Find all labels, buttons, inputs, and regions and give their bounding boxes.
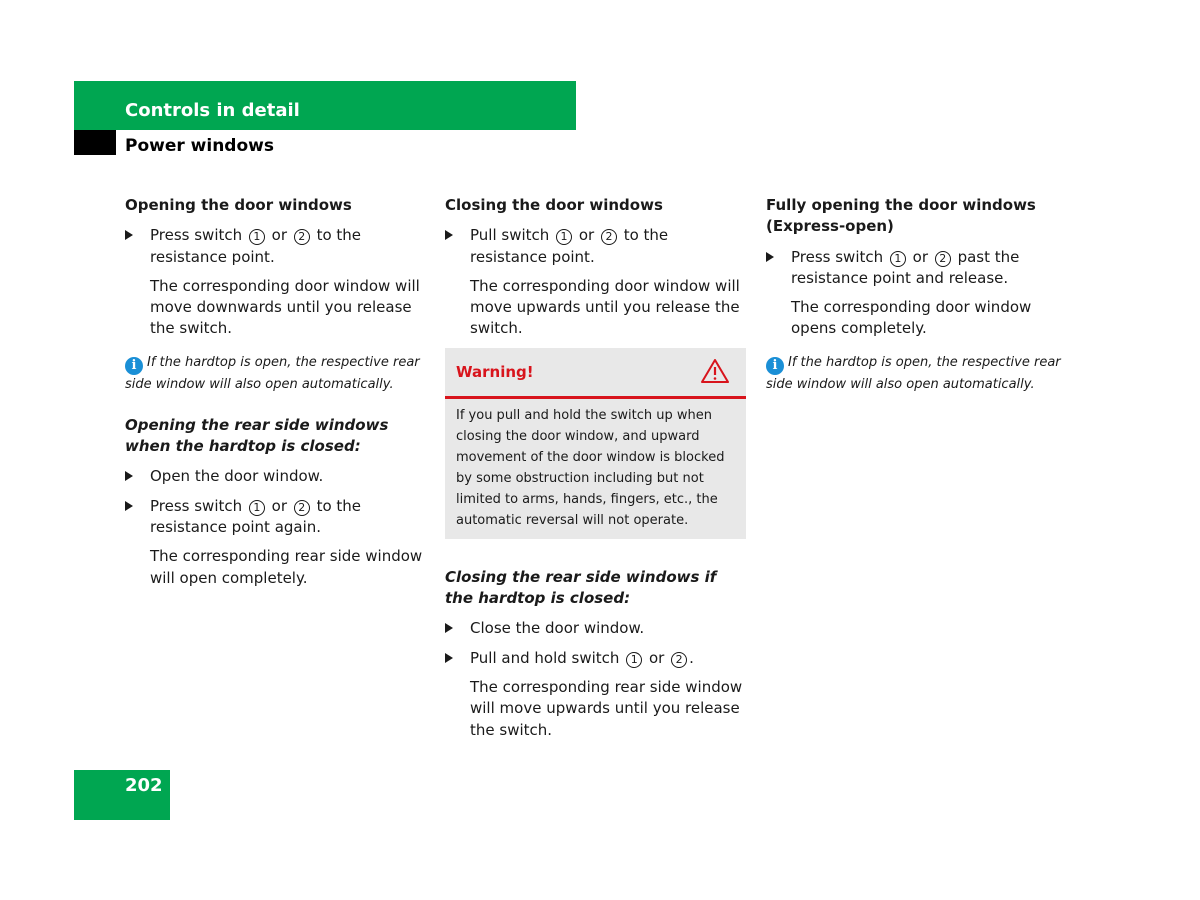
- warning-text: If you pull and hold the switch up when closing the door window, and upward movement of the door window is blocked by some obstruction including but not limited to arms, hands, fingers, etc., the automatic reversal will not operate.: [456, 407, 725, 528]
- instruction-result: The corresponding door window will move downwards until you release the switch.: [150, 276, 420, 338]
- play-arrow-icon: [445, 653, 453, 663]
- play-arrow-icon: [445, 623, 453, 633]
- info-note: i If the hardtop is open, the respective rear side window will also open automatically.: [125, 354, 420, 392]
- subheading: Opening the rear side windows when the hardtop is closed:: [125, 415, 389, 456]
- warning-box: [445, 348, 746, 539]
- info-icon: i: [766, 357, 784, 375]
- instruction-result: The corresponding door window opens completely.: [791, 298, 1032, 338]
- switch-number-2: 2: [294, 229, 310, 245]
- play-arrow-icon: [125, 230, 133, 240]
- column-2: [445, 195, 745, 749]
- instruction-step: Press switch 1 or 2 past the resistance point and release.: [766, 247, 1066, 290]
- chapter-title: Controls in detail: [125, 100, 300, 121]
- warning-triangle-icon: [700, 358, 730, 384]
- instruction-step: Press switch 1 or 2 to the resistance point.: [125, 225, 425, 268]
- warning-label: Warning!: [456, 362, 534, 381]
- subheading: Closing the rear side windows if the hardtop is closed:: [445, 567, 717, 608]
- instruction-step: Close the door window.: [445, 618, 745, 639]
- column-3: [766, 195, 1066, 415]
- play-arrow-icon: [445, 230, 453, 240]
- info-icon: i: [125, 357, 143, 375]
- switch-number-1: 1: [249, 500, 265, 516]
- switch-number-1: 1: [626, 652, 642, 668]
- switch-number-2: 2: [671, 652, 687, 668]
- page-number: 202: [125, 775, 163, 796]
- instruction-step: Pull switch 1 or 2 to the resistance point.: [445, 225, 745, 268]
- instruction-result: The corresponding rear side window will move upwards until you release the switch.: [470, 677, 743, 739]
- column-heading: Opening the door windows: [125, 196, 352, 214]
- switch-number-2: 2: [935, 251, 951, 267]
- switch-number-1: 1: [890, 251, 906, 267]
- column-1: [125, 195, 425, 597]
- section-title: Power windows: [125, 136, 274, 156]
- instruction-step: Press switch 1 or 2 to the resistance point again.: [125, 496, 425, 539]
- instruction-step: Open the door window.: [125, 466, 425, 487]
- play-arrow-icon: [125, 501, 133, 511]
- info-note: i If the hardtop is open, the respective rear side window will also open automatically.: [766, 354, 1061, 392]
- switch-number-2: 2: [601, 229, 617, 245]
- instruction-result: The corresponding door window will move upwards until you release the switch.: [470, 276, 740, 338]
- play-arrow-icon: [125, 471, 133, 481]
- switch-number-1: 1: [556, 229, 572, 245]
- switch-number-2: 2: [294, 500, 310, 516]
- warning-header: [445, 348, 746, 399]
- play-arrow-icon: [766, 252, 774, 262]
- column-heading: Closing the door windows: [445, 196, 663, 214]
- column-heading: Fully opening the door windows (Express-open): [766, 196, 1036, 236]
- section-marker: [74, 130, 116, 155]
- instruction-step: Pull and hold switch 1 or 2 .: [445, 648, 745, 669]
- instruction-result: The corresponding rear side window will open completely.: [150, 547, 423, 587]
- switch-number-1: 1: [249, 229, 265, 245]
